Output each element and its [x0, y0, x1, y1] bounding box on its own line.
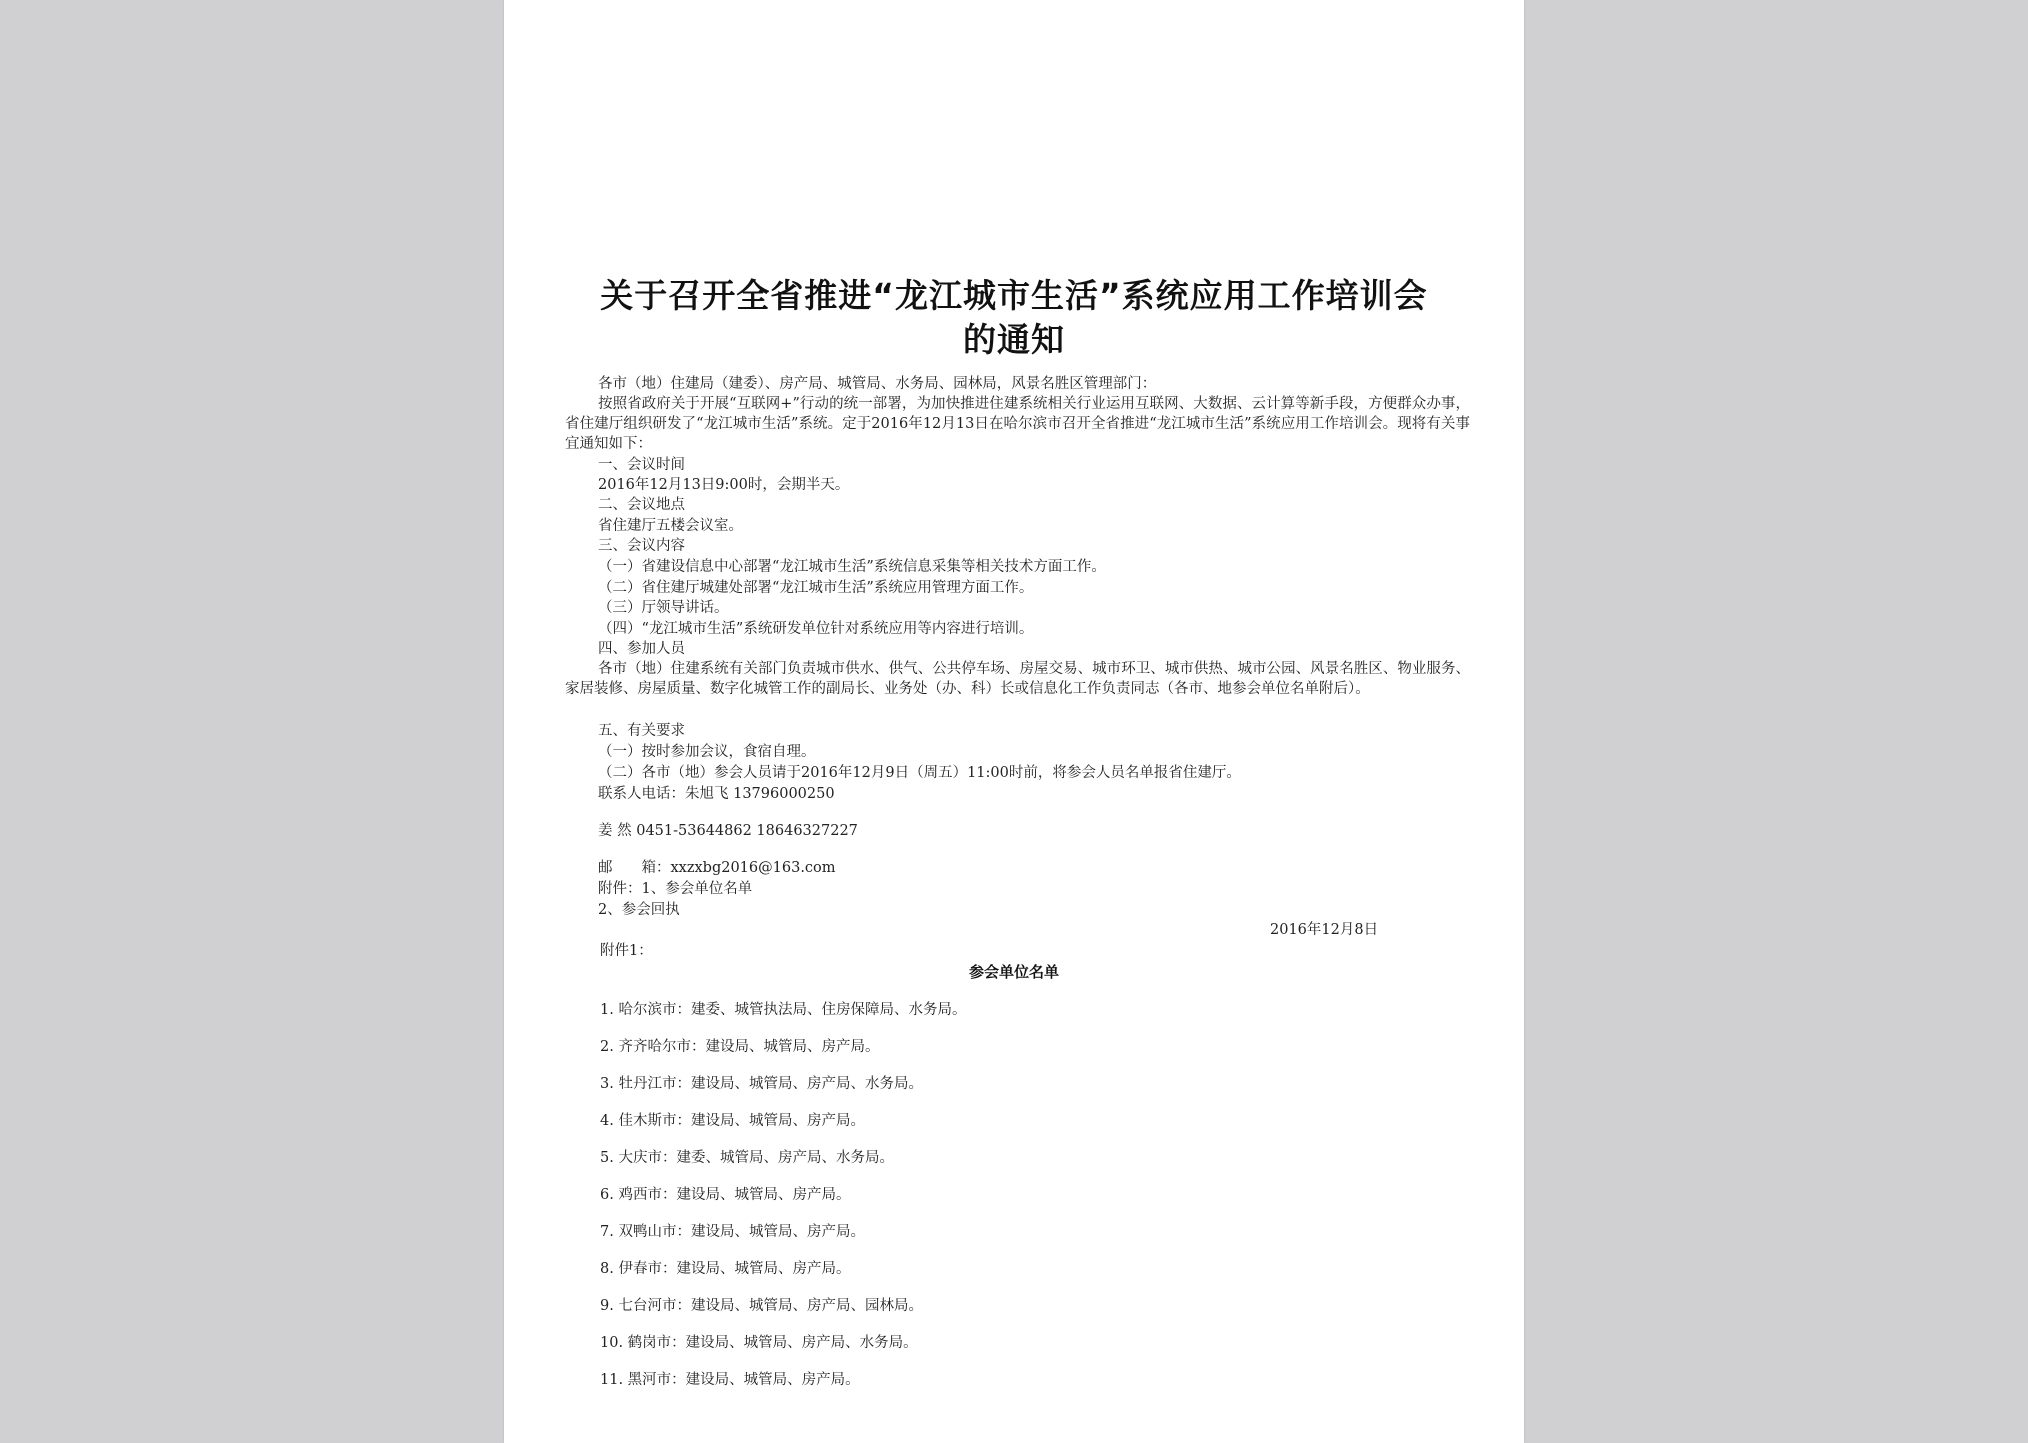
section-3-item: （一）省建设信息中心部署“龙江城市生活”系统信息采集等相关技术方面工作。	[598, 559, 1106, 575]
attachments-line-2: 2、参会回执	[598, 902, 680, 918]
intro-paragraph: 按照省政府关于开展“互联网+”行动的统一部署，为加快推进住建系统相关行业运用互联网、大数据、云计算等新手段，方便群众办事，省住建厅组织研发了“龙江城市生活”系统。定于2016年12月13日在哈尔滨市召开全省推进“龙江城市生活”系统应用工作培训会。现将有关事宜通知如下：	[565, 396, 1470, 452]
section-3-item: （四）“龙江城市生活”系统研发单位针对系统应用等内容进行培训。	[598, 621, 1034, 637]
unit-list-item: 4. 佳木斯市：建设局、城管局、房产局。	[600, 1113, 865, 1129]
unit-list-item: 5. 大庆市：建委、城管局、房产局、水务局。	[600, 1150, 894, 1166]
unit-list-item: 1. 哈尔滨市：建委、城管执法局、住房保障局、水务局。	[600, 1002, 967, 1018]
section-5-item: （二）各市（地）参会人员请于2016年12月9日（周五）11:00时前，将参会人员名单报省住建厅。	[598, 765, 1241, 781]
document-title-line-1: 关于召开全省推进“龙江城市生活”系统应用工作培训会	[600, 276, 1428, 315]
unit-list-item: 8. 伊春市：建设局、城管局、房产局。	[600, 1261, 851, 1277]
document-page	[504, 0, 1524, 1443]
attachments-line-1: 附件：1、参会单位名单	[598, 881, 753, 897]
section-3-heading: 三、会议内容	[598, 538, 685, 554]
section-1-heading: 一、会议时间	[598, 457, 685, 473]
attachment-label: 附件1：	[600, 943, 653, 959]
section-5-heading: 五、有关要求	[598, 723, 685, 739]
section-2-heading: 二、会议地点	[598, 497, 685, 513]
unit-list-item: 3. 牡丹江市：建设局、城管局、房产局、水务局。	[600, 1076, 923, 1092]
document-title-line-2: 的通知	[963, 320, 1065, 359]
unit-list-item: 6. 鸡西市：建设局、城管局、房产局。	[600, 1187, 851, 1203]
section-2-text: 省住建厅五楼会议室。	[598, 518, 743, 534]
unit-list-item: 2. 齐齐哈尔市：建设局、城管局、房产局。	[600, 1039, 880, 1055]
unit-list-item: 9. 七台河市：建设局、城管局、房产局、园林局。	[600, 1298, 923, 1314]
addressee: 各市（地）住建局（建委）、房产局、城管局、水务局、园林局，风景名胜区管理部门：	[598, 376, 1157, 392]
section-3-item: （三）厅领导讲话。	[598, 600, 729, 616]
email-line: 邮 箱：xxzxbg2016@163.com	[598, 860, 836, 876]
section-1-text: 2016年12月13日9:00时，会期半天。	[598, 477, 850, 493]
contact-line-2: 姜 然 0451-53644862 18646327227	[598, 823, 858, 839]
section-4-paragraph: 各市（地）住建系统有关部门负责城市供水、供气、公共停车场、房屋交易、城市环卫、城市供热、城市公园、风景名胜区、物业服务、家居装修、房屋质量、数字化城管工作的副局长、业务处（办、科）长或信息化工作负责同志（各市、地参会单位名单附后）。	[565, 661, 1470, 697]
section-5-item: （一）按时参加会议，食宿自理。	[598, 744, 816, 760]
unit-list-item: 7. 双鸭山市：建设局、城管局、房产局。	[600, 1224, 865, 1240]
contact-line-1: 联系人电话：朱旭飞 13796000250	[598, 786, 835, 802]
unit-list-title: 参会单位名单	[968, 963, 1059, 981]
unit-list-item: 10. 鹤岗市：建设局、城管局、房产局、水务局。	[600, 1335, 918, 1351]
section-3-item: （二）省住建厅城建处部署“龙江城市生活”系统应用管理方面工作。	[598, 580, 1034, 596]
unit-list-item: 11. 黑河市：建设局、城管局、房产局。	[600, 1372, 860, 1388]
document-date: 2016年12月8日	[1270, 922, 1379, 938]
section-4-heading: 四、参加人员	[598, 641, 685, 657]
